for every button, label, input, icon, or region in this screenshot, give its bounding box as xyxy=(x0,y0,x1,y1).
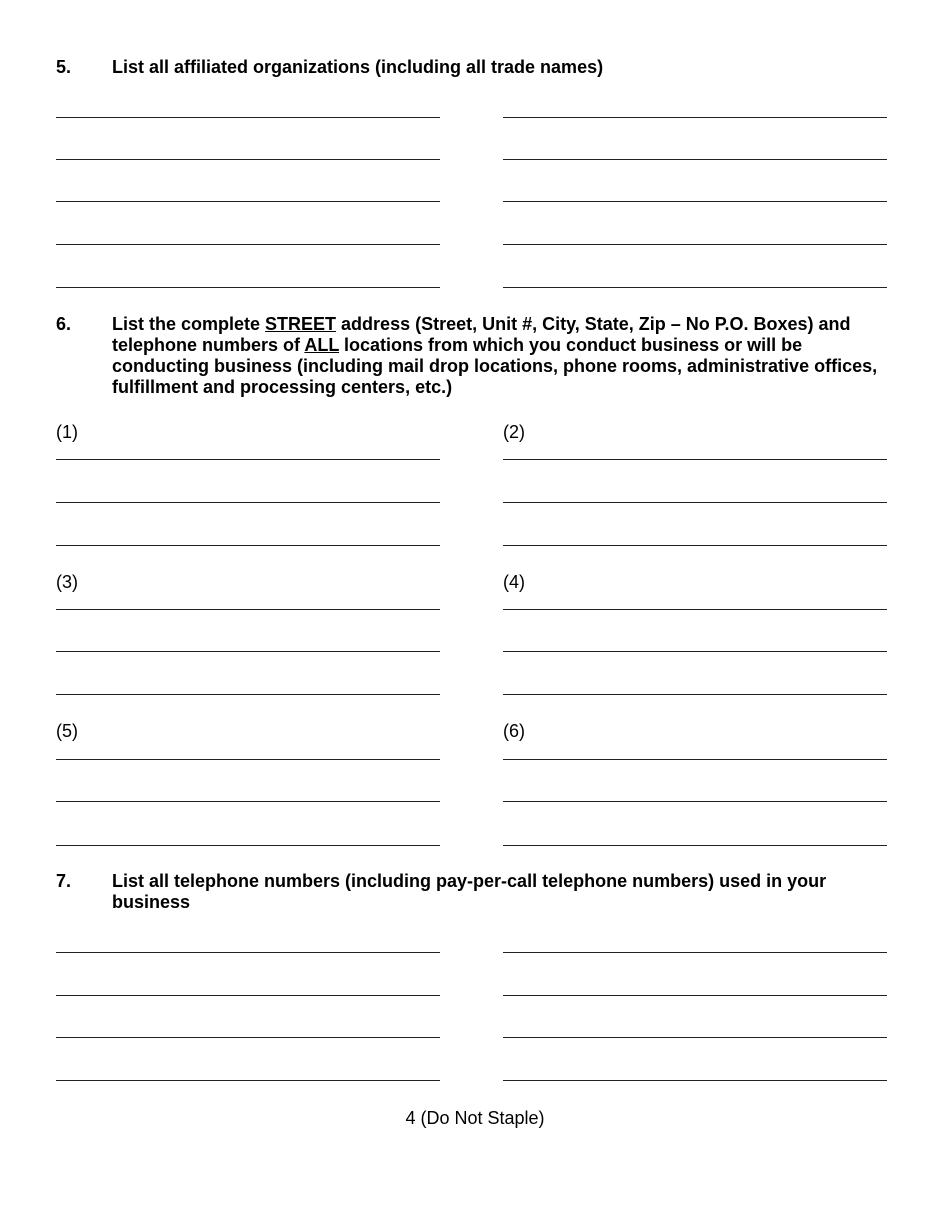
location-label-5: (5) xyxy=(56,721,78,741)
q6-text: List the complete STREET address (Street, Unit #, City, State, Zip – No P.O. Boxes) and telephone numbers of ALL locations from which you conduct business or will be conducting business (including mail drop locations, phone rooms, administrative offices, fulfillment and processing centers, etc.) xyxy=(112,314,878,397)
q5-line-left-5[interactable] xyxy=(56,287,440,288)
loc3-line-1[interactable] xyxy=(56,609,440,610)
loc2-line-1[interactable] xyxy=(503,459,887,460)
q7-line-right-3[interactable] xyxy=(503,1037,887,1038)
loc4-line-3[interactable] xyxy=(503,694,887,695)
q7-line-left-3[interactable] xyxy=(56,1037,440,1038)
q5-line-right-2[interactable] xyxy=(503,159,887,160)
loc3-line-3[interactable] xyxy=(56,694,440,695)
location-label-4: (4) xyxy=(503,572,525,592)
page-footer: 4 (Do Not Staple) xyxy=(405,1108,545,1128)
loc3-line-2[interactable] xyxy=(56,651,440,652)
q5-line-right-5[interactable] xyxy=(503,287,887,288)
q7-line-right-2[interactable] xyxy=(503,995,887,996)
q6-number: 6. xyxy=(56,314,72,334)
loc5-line-1[interactable] xyxy=(56,759,440,760)
q5-line-right-1[interactable] xyxy=(503,117,887,118)
loc2-line-2[interactable] xyxy=(503,502,887,503)
loc5-line-3[interactable] xyxy=(56,845,440,846)
q5-line-left-3[interactable] xyxy=(56,201,440,202)
q5-line-right-3[interactable] xyxy=(503,201,887,202)
q5-text: List all affiliated organizations (including all trade names) xyxy=(112,57,604,77)
q7-line-left-2[interactable] xyxy=(56,995,440,996)
q7-line-left-1[interactable] xyxy=(56,952,440,953)
q7-text: List all telephone numbers (including pay-per-call telephone numbers) used in your business xyxy=(112,871,827,912)
q5-line-left-2[interactable] xyxy=(56,159,440,160)
loc6-line-2[interactable] xyxy=(503,801,887,802)
loc1-line-2[interactable] xyxy=(56,502,440,503)
loc2-line-3[interactable] xyxy=(503,545,887,546)
loc1-line-3[interactable] xyxy=(56,545,440,546)
q7-line-right-1[interactable] xyxy=(503,952,887,953)
q7-line-right-4[interactable] xyxy=(503,1080,887,1081)
location-label-1: (1) xyxy=(56,422,78,442)
loc6-line-1[interactable] xyxy=(503,759,887,760)
q7-number: 7. xyxy=(56,871,72,891)
street-emphasis: STREET xyxy=(265,314,337,334)
q5-line-left-4[interactable] xyxy=(56,244,440,245)
location-label-3: (3) xyxy=(56,572,78,592)
q7-line-left-4[interactable] xyxy=(56,1080,440,1081)
all-emphasis: ALL xyxy=(304,335,340,355)
location-label-6: (6) xyxy=(503,721,525,741)
q5-number: 5. xyxy=(56,57,72,77)
loc6-line-3[interactable] xyxy=(503,845,887,846)
location-label-2: (2) xyxy=(503,422,525,442)
q5-line-left-1[interactable] xyxy=(56,117,440,118)
q5-line-right-4[interactable] xyxy=(503,244,887,245)
loc1-line-1[interactable] xyxy=(56,459,440,460)
loc4-line-2[interactable] xyxy=(503,651,887,652)
loc5-line-2[interactable] xyxy=(56,801,440,802)
loc4-line-1[interactable] xyxy=(503,609,887,610)
